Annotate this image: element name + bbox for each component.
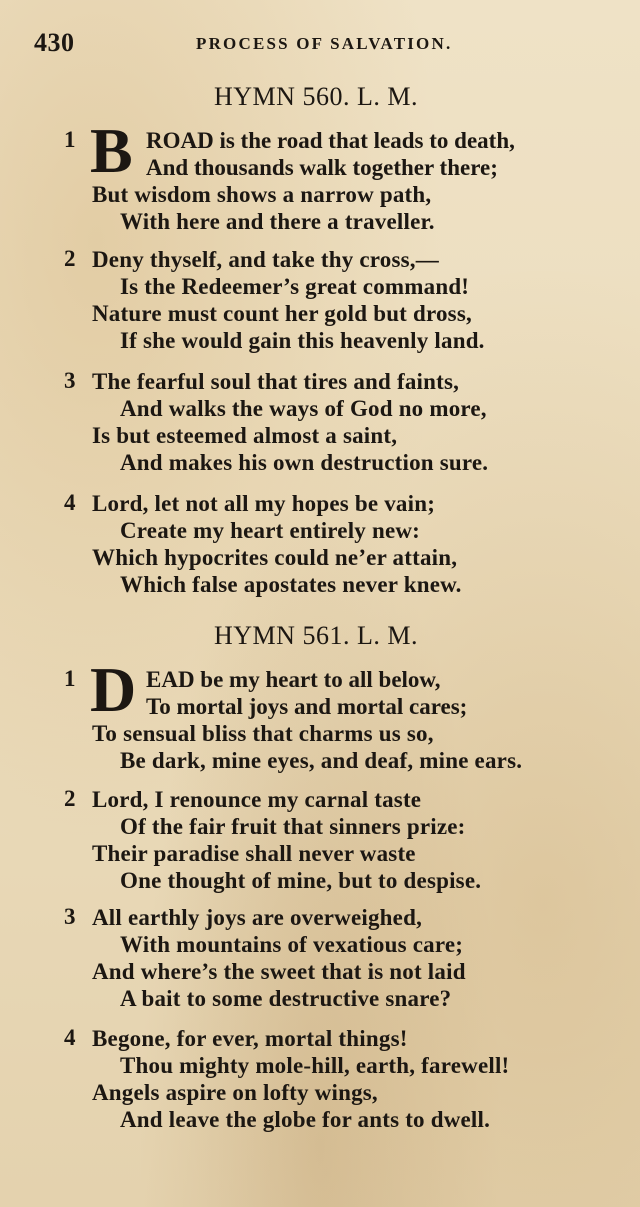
verse-line: With here and there a traveller. (120, 209, 435, 234)
verse-line: Nature must count her gold but dross, (92, 301, 472, 326)
verse-line: Begone, for ever, mortal things! (92, 1026, 408, 1051)
verse-line: Of the fair fruit that sinners prize: (120, 814, 466, 839)
verse-line: Lord, I renounce my carnal taste (92, 787, 422, 812)
verse-number: 4 (64, 1025, 76, 1050)
verse-line: With mountains of vexatious care; (120, 932, 464, 957)
page-number: 430 (34, 28, 75, 57)
hymn-title: HYMN 561. L. M. (214, 621, 418, 650)
verse-line: EAD be my heart to all below, (146, 667, 441, 692)
verse-line: A bait to some destructive snare? (120, 986, 452, 1011)
verse-number: 2 (64, 786, 76, 811)
verse-number: 1 (64, 666, 76, 691)
verse-line: Deny thyself, and take thy cross,— (92, 247, 439, 272)
verse-number: 2 (64, 246, 76, 271)
verse-line: Be dark, mine eyes, and deaf, mine ears. (120, 748, 523, 773)
verse-line: All earthly joys are overweighed, (92, 905, 423, 930)
verse-line: And thousands walk together there; (146, 155, 498, 180)
verse-line: Lord, let not all my hopes be vain; (92, 491, 436, 516)
drop-cap: B (90, 115, 133, 186)
verse-line: Create my heart entirely new: (120, 518, 421, 543)
running-head: PROCESS OF SALVATION. (196, 34, 453, 53)
verse-line: But wisdom shows a narrow path, (92, 182, 432, 207)
hymn-title: HYMN 560. L. M. (214, 82, 418, 111)
verse-line: Thou mighty mole-hill, earth, farewell! (120, 1053, 510, 1078)
verse-line: Their paradise shall never waste (92, 841, 416, 866)
verse-line: To sensual bliss that charms us so, (92, 721, 434, 746)
verse-number: 4 (64, 490, 76, 515)
verse-number: 3 (64, 368, 76, 393)
verse-line: ROAD is the road that leads to death, (146, 128, 515, 153)
verse-line: And makes his own destruction sure. (120, 450, 489, 475)
verse-line: The fearful soul that tires and faints, (92, 369, 460, 394)
verse-line: Is the Redeemer’s great command! (120, 274, 470, 299)
verse-line: One thought of mine, but to despise. (120, 868, 482, 893)
verse-line: Angels aspire on lofty wings, (92, 1080, 378, 1105)
verse-line: And walks the ways of God no more, (120, 396, 487, 421)
verse-line: And where’s the sweet that is not laid (92, 959, 466, 984)
verse-line: Which hypocrites could ne’er attain, (92, 545, 458, 570)
verse-line: And leave the globe for ants to dwell. (120, 1107, 491, 1132)
verse-line: To mortal joys and mortal cares; (146, 694, 468, 719)
verse-line: Is but esteemed almost a saint, (92, 423, 398, 448)
drop-cap: D (90, 654, 137, 725)
verse-number: 1 (64, 127, 76, 152)
verse-line: If she would gain this heavenly land. (120, 328, 485, 353)
verse-line: Which false apostates never knew. (120, 572, 462, 597)
verse-number: 3 (64, 904, 76, 929)
